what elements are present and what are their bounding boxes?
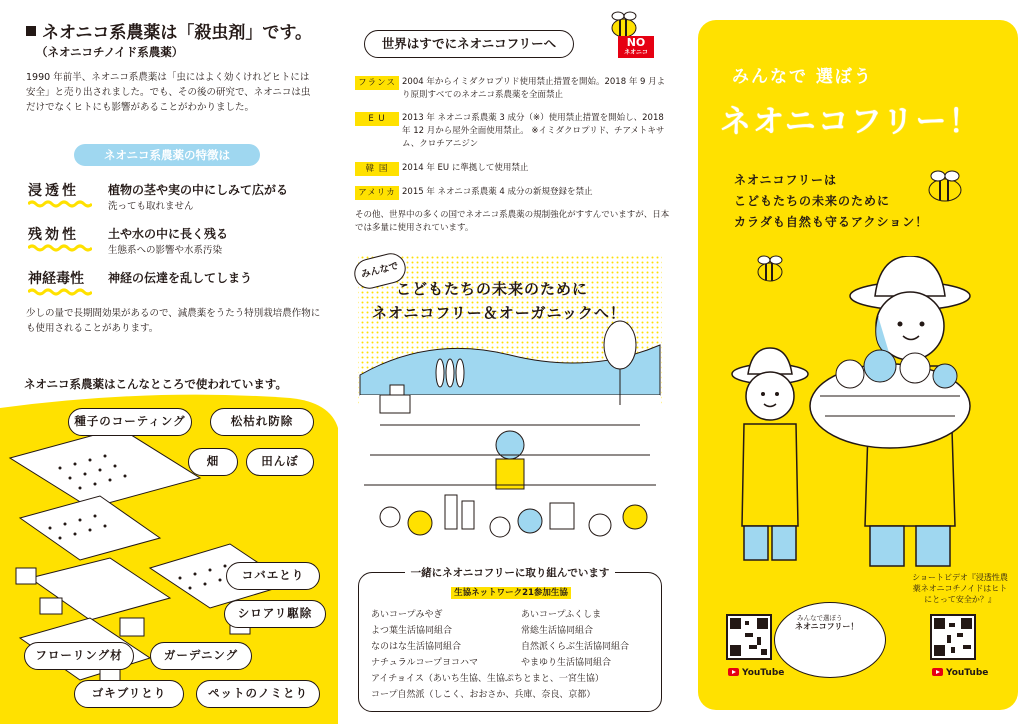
coop-item: ナチュラルコープヨコハマ	[371, 658, 479, 668]
panel-world-trends	[340, 0, 682, 724]
panel-neonico-facts	[0, 0, 338, 724]
country-text-france: 2004 年からイミダクロプリド使用禁止措置を開始。2018 年 9 月より原則すべてのネオニコ系農薬を全面禁止	[402, 77, 666, 100]
farmers-illustration	[710, 256, 1010, 586]
country-tag-eu: E U	[355, 112, 399, 126]
coop-item: 自然派くらぶ生活協同組合	[521, 642, 630, 652]
youtube-icon	[728, 668, 739, 676]
video-label: ショートビデオ『浸透性農薬ネオニコチノイドはヒトにとって安全か？』	[912, 573, 1008, 604]
qr-code-2[interactable]	[930, 614, 976, 660]
coop-item: あいコープふくしま	[521, 610, 602, 620]
feature-term: 神経毒性	[28, 271, 84, 287]
coop-item: よつ葉生活協同組合	[371, 626, 453, 636]
no-neonico-badge: NO ネオニコ	[618, 36, 654, 58]
subtitle: （ネオニコチノイド系農薬）	[36, 45, 184, 59]
feature-term: 浸透性	[28, 183, 79, 199]
cover-headline: ネオニコフリー！	[720, 104, 982, 140]
wave-underline-icon	[28, 288, 92, 296]
feature-sub: 生態系への影響や水系汚染	[108, 245, 223, 256]
country-tag-korea: 韓 国	[355, 162, 399, 176]
lead-paragraph: 1990 年前半、ネオニコ系農薬は「虫にはよく効くけれどヒトには安全」と売り出されました。でも、その後の研究で、ネオニコは虫だけでなくヒトにも影響があることがわかりました。	[26, 72, 311, 113]
coop-item: コープ自然派（しこく、おおさか、兵庫、奈良、京都）	[371, 690, 596, 700]
features-heading: ネオニコ系農薬の特徴は	[74, 144, 260, 166]
qr-code-1[interactable]	[726, 614, 772, 660]
coop-item: なのはな生活協同組合	[371, 642, 462, 652]
feature-sub: 洗っても取れません	[108, 201, 194, 212]
page-title	[26, 18, 312, 43]
square-bullet-icon	[26, 26, 36, 36]
title-text: ネオニコ系農薬は「殺虫剤」です。	[42, 23, 312, 43]
coop-heading: 一緒にネオニコフリーに取り組んでいます	[359, 565, 661, 580]
usage-pine-wilt: 松枯れ防除	[210, 408, 314, 436]
future-farm-illustration	[350, 255, 670, 555]
country-tag-usa: アメリカ	[355, 186, 399, 200]
youtube-icon	[932, 668, 943, 676]
usage-pet-flea: ペットのノミとり	[196, 680, 320, 708]
usage-field: 畑	[188, 448, 238, 476]
youtube-link-1[interactable]: YouTube	[728, 668, 784, 678]
wave-underline-icon	[28, 244, 92, 252]
feature-main: 土や水の中に長く残る	[108, 227, 229, 241]
usage-flooring: フローリング材	[24, 642, 134, 670]
qr-pattern-icon	[728, 616, 770, 658]
coop-item: アイチョイス（あいち生協、生協ぷちとまと、一宮生協）	[371, 674, 604, 684]
bee-icon	[920, 168, 970, 204]
world-note: その他、世界中の多くの国でネオニコ系農薬の規制強化がすすんでいますが、日本では多量に使用されています。	[355, 210, 670, 233]
usage-heading: ネオニコ系農薬はこんなところで使われています。	[24, 377, 288, 391]
usage-fly-trap: コバエとり	[226, 562, 320, 590]
country-text-eu: 2013 年 ネオニコ系農薬 3 成分（※）使用禁止措置を開始し、2018 年 12 月から屋外全面使用禁止。 ※イミダクロプリド、チアメトキサム、クロチアニジン	[402, 113, 665, 149]
panel-cover	[690, 0, 1024, 724]
feature-term: 残効性	[28, 227, 79, 243]
coop-item: あいコープみやぎ	[371, 610, 443, 620]
speech-bubble-video: みんなで選ぼう ネオニコフリー！	[774, 602, 886, 678]
world-heading: 世界はすでにネオニコフリーへ	[364, 30, 574, 58]
country-text-usa: 2015 年 ネオニコ系農薬 4 成分の新規登録を禁止	[402, 187, 593, 197]
qr-pattern-icon	[932, 616, 974, 658]
usage-cockroach-trap: ゴキブリとり	[74, 680, 184, 708]
note-paragraph: 少しの量で長期間効果があるので、減農薬をうたう特別栽培農作物にも使用されることがあります。	[26, 308, 321, 334]
usage-termite-control: シロアリ駆除	[224, 600, 326, 628]
cover-description: ネオニコフリーは こどもたちの未来のために カラダも自然も守るアクション！	[734, 173, 929, 229]
feature-main: 神経の伝達を乱してしまう	[108, 271, 253, 285]
youtube-link-2[interactable]: YouTube	[932, 668, 988, 678]
coop-item: 常総生活協同組合	[521, 626, 594, 636]
coop-item: やまゆり生活協同組合	[521, 658, 612, 668]
coop-network-label: 生協ネットワーク21参加生協	[451, 587, 571, 599]
country-text-korea: 2014 年 EU に準拠して使用禁止	[402, 163, 529, 173]
usage-gardening: ガーデニング	[150, 642, 252, 670]
illustration-title-1: こどもたちの未来のために	[396, 280, 589, 298]
feature-main: 植物の茎や実の中にしみて広がる	[108, 183, 289, 197]
illustration-title-2: ネオニコフリー＆オーガニックへ！	[372, 304, 626, 322]
country-tag-france: フランス	[355, 76, 399, 90]
everyone-tag: みんなで	[351, 250, 409, 292]
usage-rice-paddy: 田んぼ	[246, 448, 314, 476]
usage-seed-coating: 種子のコーティング	[68, 408, 192, 436]
coop-list-box	[358, 567, 662, 712]
wave-underline-icon	[28, 200, 92, 208]
cover-tagline: みんなで 選ぼう	[732, 67, 873, 87]
